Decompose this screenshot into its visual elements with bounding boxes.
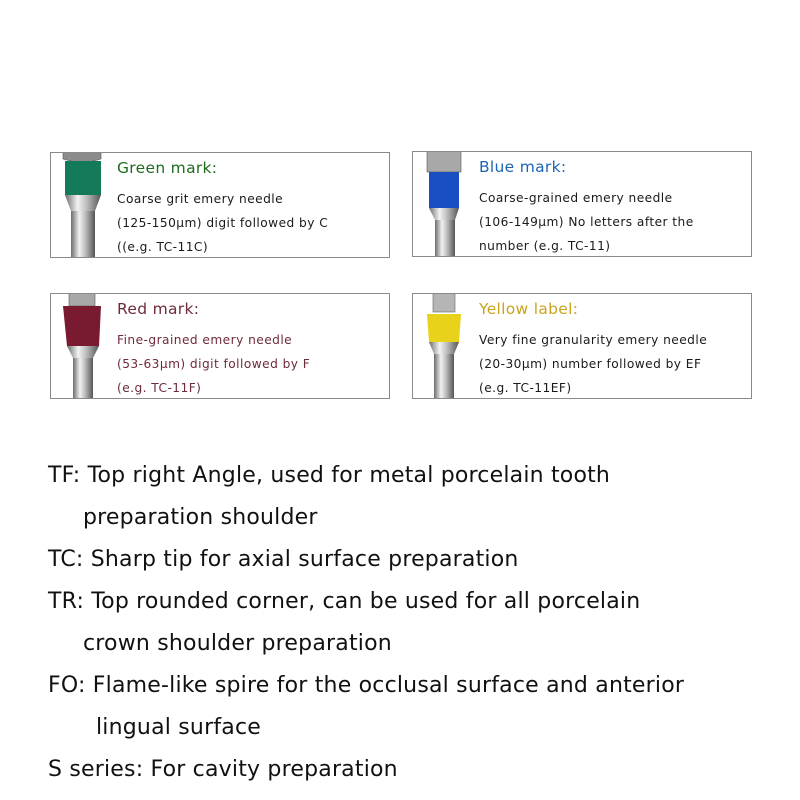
card-title: Blue mark: bbox=[479, 158, 567, 176]
note-tr: TR: Top rounded corner, can be used for all porcelain bbox=[48, 589, 641, 614]
card-description bbox=[479, 186, 694, 257]
yellow-bur-icon bbox=[417, 293, 473, 399]
note-tf-continued: preparation shoulder bbox=[83, 505, 318, 530]
card-text-line: Coarse grit emery needle bbox=[117, 192, 284, 206]
card-text-line: (106-149μm) No letters after the bbox=[479, 215, 694, 229]
card-title: Red mark: bbox=[117, 300, 200, 318]
red-mark-card bbox=[50, 293, 390, 399]
blue-mark-card bbox=[412, 151, 752, 257]
card-title: Green mark: bbox=[117, 159, 218, 177]
green-mark-card bbox=[50, 152, 390, 258]
note-s-series: S series: For cavity preparation bbox=[48, 757, 398, 782]
card-text-line: (e.g. TC-11F) bbox=[117, 381, 202, 395]
note-tr-continued: crown shoulder preparation bbox=[83, 631, 392, 656]
red-bur-icon bbox=[55, 293, 111, 399]
card-text-line: Coarse-grained emery needle bbox=[479, 191, 673, 205]
bur-type-notes bbox=[48, 455, 793, 791]
green-color-band bbox=[65, 161, 101, 195]
red-color-band bbox=[63, 306, 101, 346]
card-text-line: (125-150μm) digit followed by C bbox=[117, 216, 329, 230]
green-bur-icon bbox=[55, 152, 111, 258]
yellow-label-card bbox=[412, 293, 752, 399]
note-tc: TC: Sharp tip for axial surface preparation bbox=[48, 547, 519, 572]
note-tf: TF: Top right Angle, used for metal porcelain tooth bbox=[48, 463, 611, 488]
yellow-color-band bbox=[427, 314, 461, 342]
card-description bbox=[117, 187, 328, 258]
card-text-line: (20-30μm) number followed by EF bbox=[479, 357, 702, 371]
note-fo-continued: lingual surface bbox=[96, 715, 261, 740]
card-text-line: (e.g. TC-11EF) bbox=[479, 381, 572, 395]
card-description bbox=[479, 328, 707, 399]
card-text-line: number (e.g. TC-11) bbox=[479, 239, 611, 253]
note-fo: FO: Flame-like spire for the occlusal surface and anterior bbox=[48, 673, 685, 698]
card-text-line: Very fine granularity emery needle bbox=[479, 333, 708, 347]
card-title: Yellow label: bbox=[479, 300, 579, 318]
card-description bbox=[117, 328, 310, 399]
card-text-line: Fine-grained emery needle bbox=[117, 333, 293, 347]
card-text-line: (53-63μm) digit followed by F bbox=[117, 357, 311, 371]
card-text-line: ((e.g. TC-11C) bbox=[117, 240, 209, 254]
blue-bur-icon bbox=[417, 151, 473, 257]
blue-color-band bbox=[429, 172, 459, 208]
